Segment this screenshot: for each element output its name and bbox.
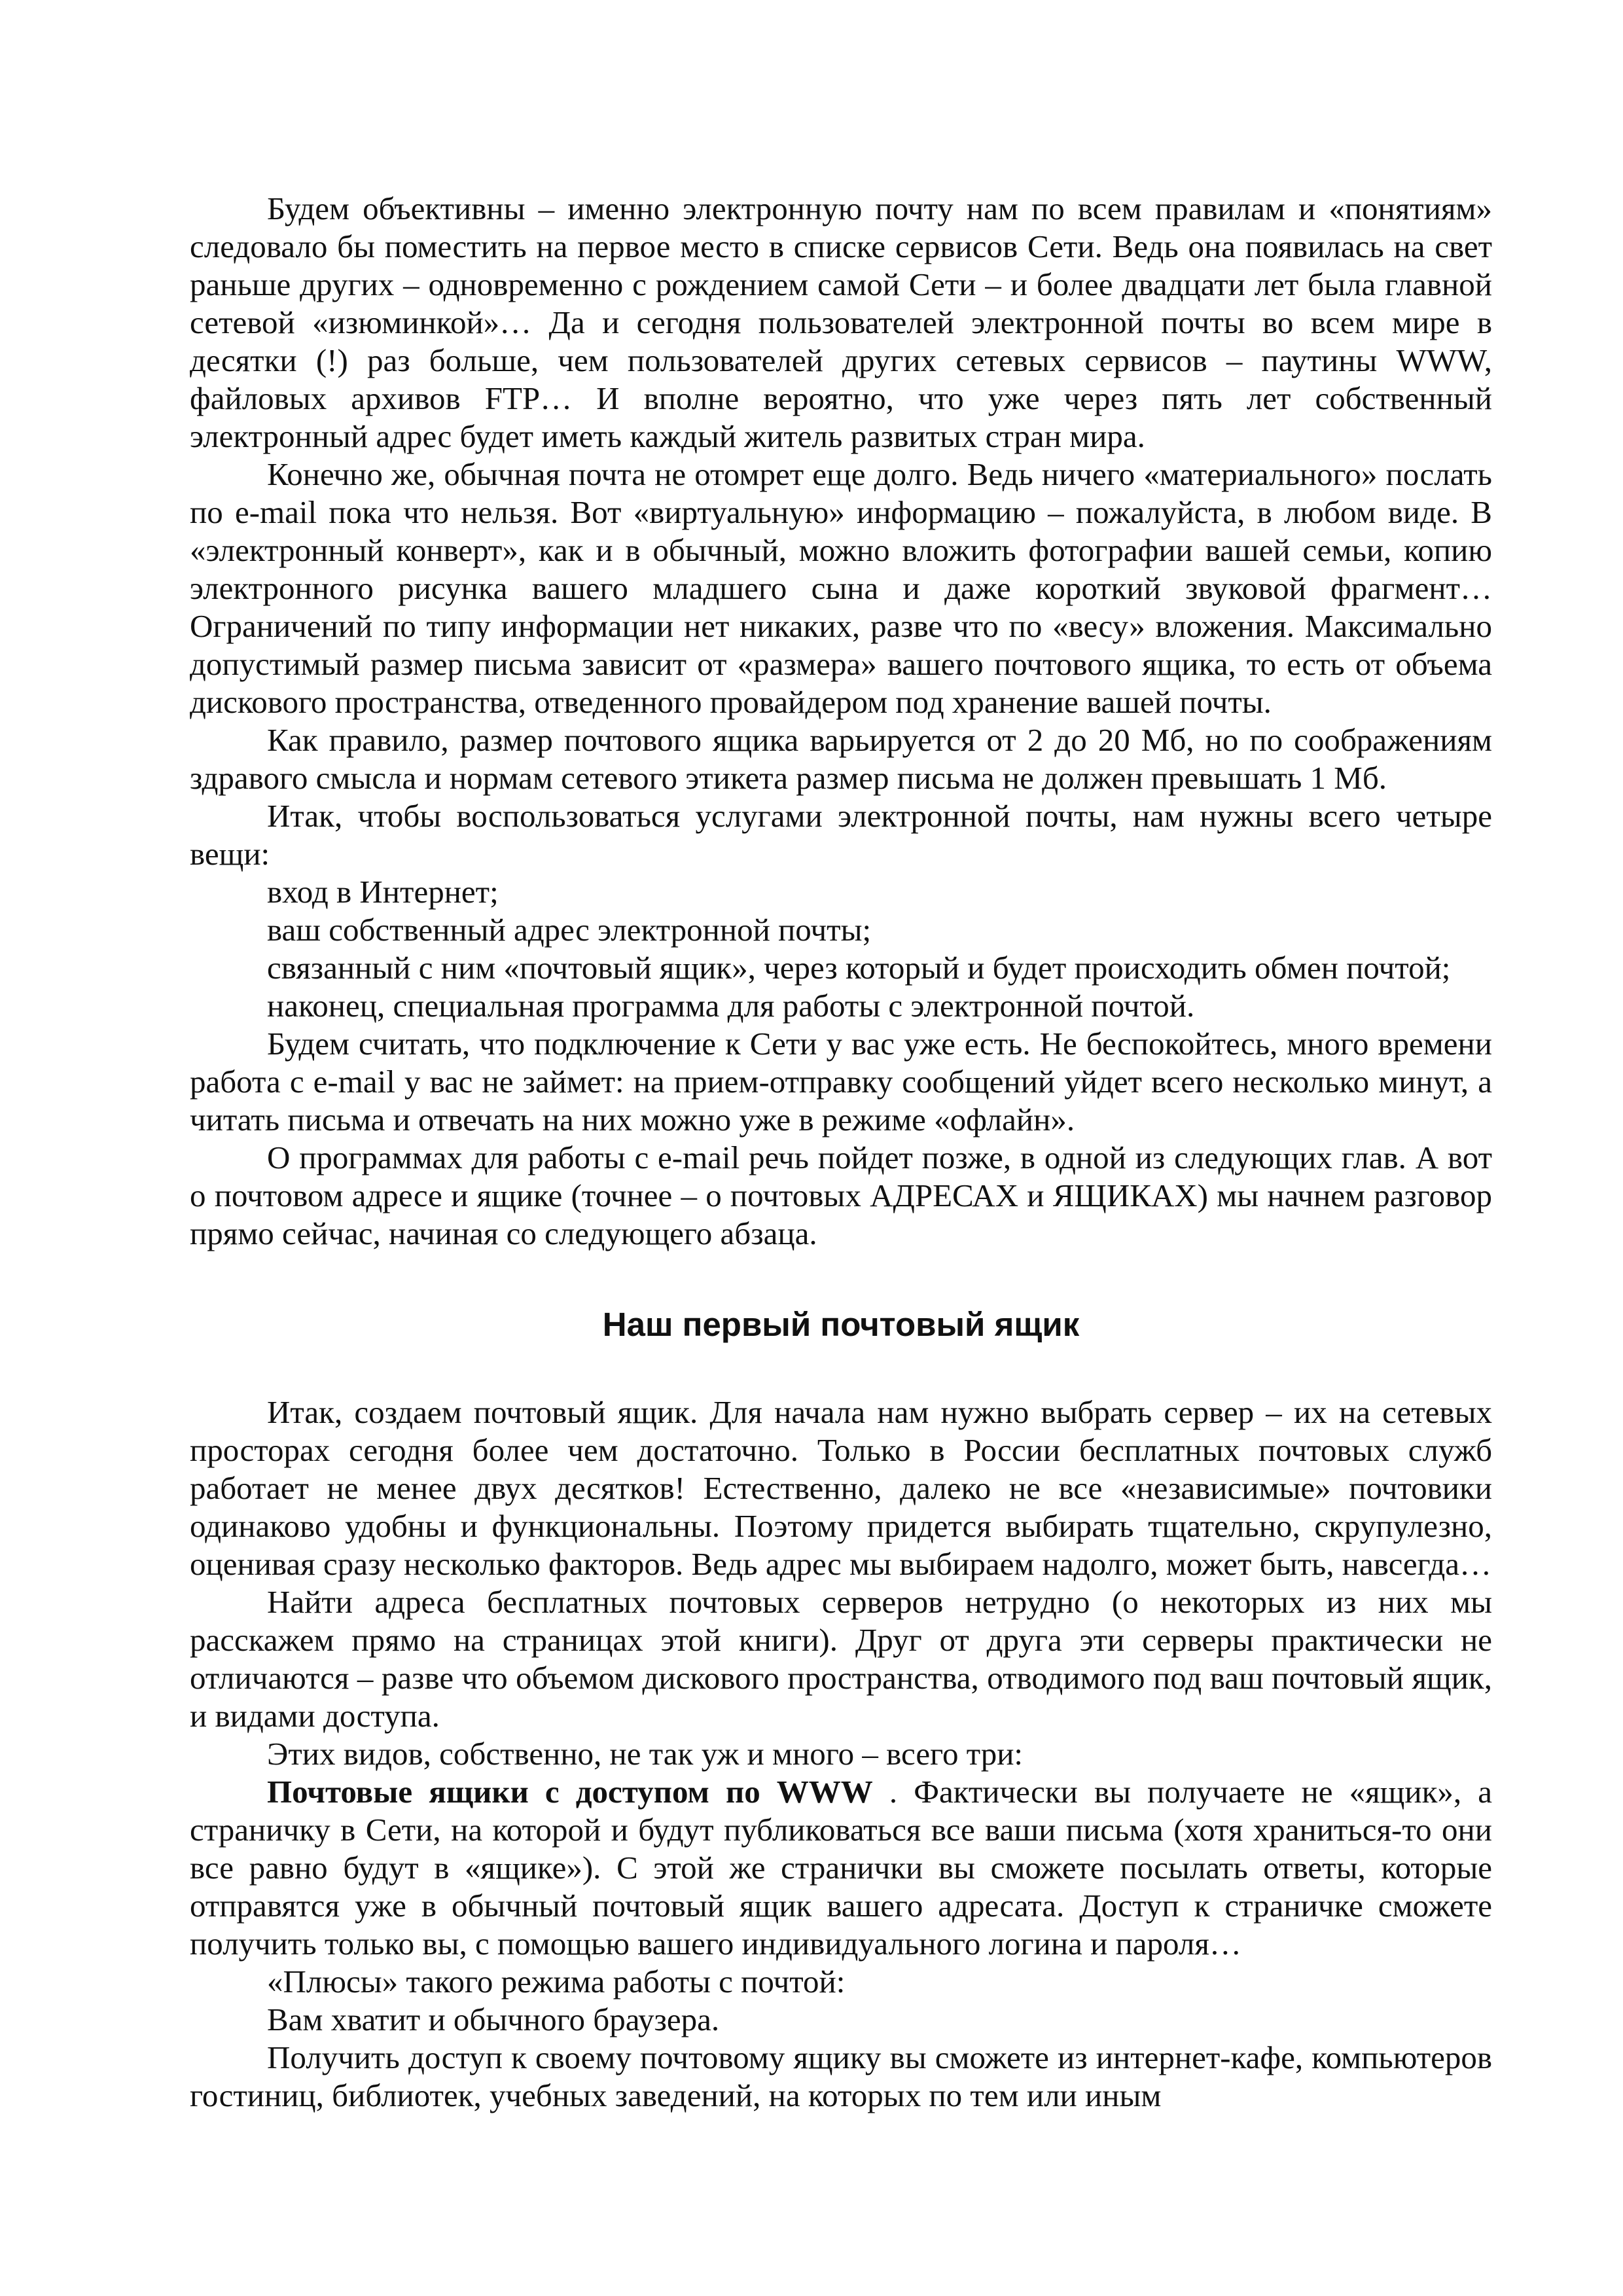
paragraph-www-mailbox [190,1773,1492,1963]
list-item: связанный с ним «почтовый ящик», через который и будет происходить обмен почтой; [267,950,1451,986]
paragraph-access-anywhere: Получить доступ к своему почтовому ящику вы сможете из интернет-кафе, компьютеров гостиниц, библиотек, учебных заведений, на которых по тем или иным [190,2039,1492,2113]
list-item: вход в Интернет; [267,874,499,910]
paragraph-create-mailbox: Итак, создаем почтовый ящик. Для начала нам нужно выбрать сервер – их на сетевых просторах сегодня более чем достаточно. Только в России бесплатных почтовых служб работает не менее двух десятков! Естественно, далеко не все «независимые» почтовики одинаково удобны и функциональны. Поэтому придется выбирать тщательно, скрупулезно, оценивая сразу несколько факторов. Ведь адрес мы выбираем надолго, может быть, навсегда… [190,1394,1492,1582]
www-mailbox-term: Почтовые ящики с доступом по WWW [267,1774,873,1810]
paragraph-ordinary-mail: Конечно же, обычная почта не отомрет еще долго. Ведь ничего «материального» послать по e-mail пока что нельзя. Вот «виртуальную» информацию – пожалуйста, в любом виде. В «электронный конверт», как и в обычный, можно вложить фотографии вашей семьи, копию электронного рисунка вашего младшего сына и даже короткий звуковой фрагмент… Ограничений по типу информации нет никаких, разве что по «весу» вложения. Максимально допустимый размер письма зависит от «размера» вашего почтового ящика, то есть от объема дискового пространства, отведенного провайдером под хранение вашей почты. [190,456,1492,720]
list-item: ваш собственный адрес электронной почты; [267,912,872,948]
paragraph-connection: Будем считать, что подключение к Сети у вас уже есть. Не беспокойтесь, много времени работа с e-mail у вас не займет: на прием-отправку сообщений уйдет всего несколько минут, а читать письма и отвечать на них можно уже в режиме «офлайн». [190,1026,1492,1138]
paragraph-three-types: Этих видов, собственно, не так уж и много – всего три: [267,1736,1024,1772]
www-mailbox-description: . Фактически вы получаете не «ящик», а страничку в Сети, на которой и будут публиковаться все ваши письма (хотя храниться-то они все равно будут в «ящике»). С этой же странички вы сможете посылать ответы, которые отправятся уже в обычный почтовый ящик вашего адресата. Доступ к страничке сможете получить только вы, с помощью вашего индивидуального логина и пароля… [190,1774,1492,1962]
paragraph-pluses: «Плюсы» такого режима работы с почтой: [267,1964,846,2000]
paragraph-intro: Будем объективны – именно электронную почту нам по всем правилам и «понятиям» следовало бы поместить на первое место в списке сервисов Сети. Ведь она появилась на свет раньше других – одновременно с рождением самой Сети – и более двадцати лет была главной сетевой «изюминкой»… Да и сегодня пользователей электронной почты во всем мире в десятки (!) раз больше, чем пользователей других сетевых сервисов – паутины WWW, файловых архивов FTP… И вполне вероятно, что уже через пять лет собственный электронный адрес будет иметь каждый житель развитых стран мира. [190,190,1492,454]
section-heading: Наш первый почтовый ящик [602,1306,1080,1343]
paragraph-mailbox-size: Как правило, размер почтового ящика варьируется от 2 до 20 Мб, но по соображениям здравого смысла и нормам сетевого этикета размер письма не должен превышать 1 Мб. [190,722,1492,796]
paragraph-browser: Вам хватит и обычного браузера. [267,2001,720,2037]
requirements-list [190,873,1492,1025]
paragraph-four-things: Итак, чтобы воспользоваться услугами электронной почты, нам нужны всего четыре вещи: [190,798,1492,872]
paragraph-programs: О программах для работы с e-mail речь пойдет позже, в одной из следующих глав. А вот о почтовом адресе и ящике (точнее – о почтовых АДРЕСАХ и ЯЩИКАХ) мы начнем разговор прямо сейчас, начиная со следующего абзаца. [190,1139,1492,1251]
document-page [190,190,1492,2251]
paragraph-find-servers: Найти адреса бесплатных почтовых серверов нетрудно (о некоторых из них мы расскажем прямо на страницах этой книги). Друг от друга эти серверы практически не отличаются – разве что объемом дискового пространства, отводимого под ваш почтовый ящик, и видами доступа. [190,1584,1492,1734]
list-item: наконец, специальная программа для работы с электронной почтой. [267,988,1195,1024]
